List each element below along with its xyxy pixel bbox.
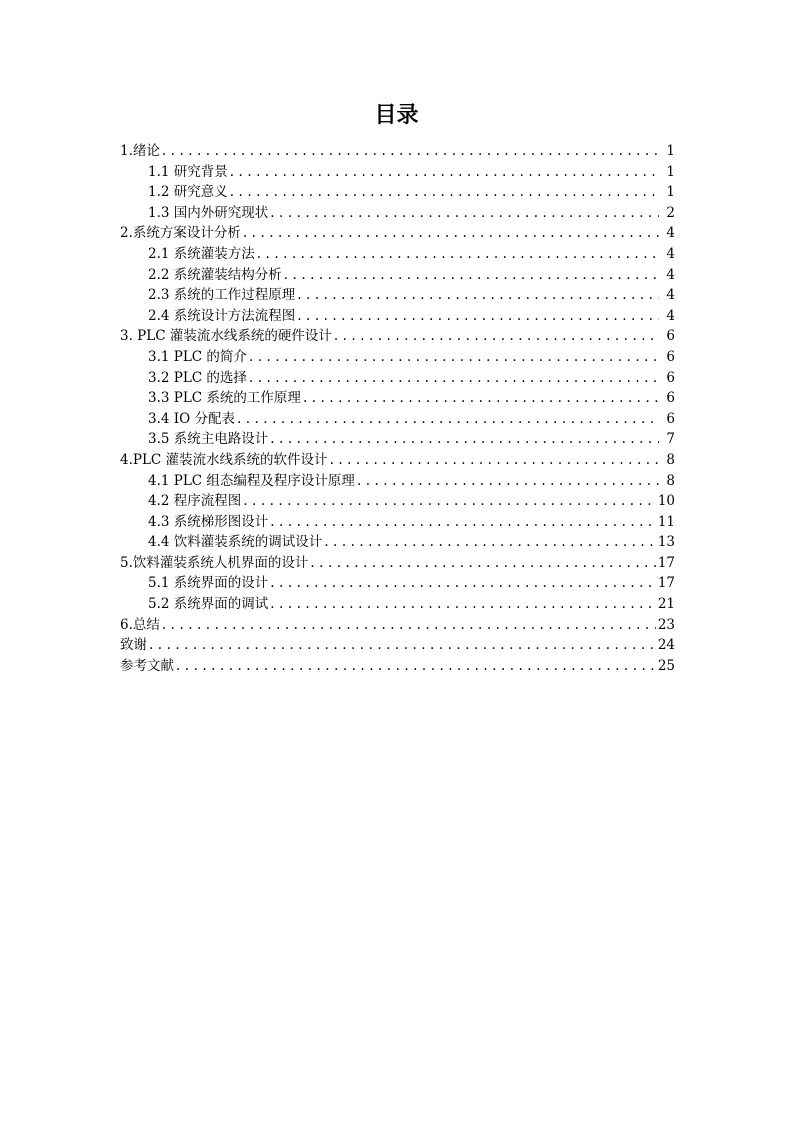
toc-entry[interactable]	[120, 427, 675, 448]
toc-dot-leader	[310, 555, 655, 571]
toc-page-number: 17	[657, 575, 675, 592]
toc-entry-title: 2.4 系统设计方法流程图	[148, 307, 296, 324]
toc-dot-leader	[230, 184, 659, 200]
toc-page-number: 6	[666, 390, 675, 407]
toc-entry[interactable]	[120, 551, 675, 572]
toc-entry[interactable]	[120, 304, 675, 325]
toc-page-number: 4	[666, 245, 675, 262]
table-of-contents	[120, 139, 675, 674]
toc-entry[interactable]	[120, 613, 675, 634]
toc-page-number: 17	[657, 554, 675, 571]
toc-page-number: 2	[666, 204, 675, 221]
toc-dot-leader	[284, 267, 659, 283]
toc-entry[interactable]	[120, 366, 675, 387]
toc-page-number: 24	[657, 637, 675, 654]
toc-entry[interactable]	[120, 180, 675, 201]
toc-dot-leader	[243, 493, 656, 509]
toc-dot-leader	[270, 596, 656, 612]
toc-page-number: 7	[666, 431, 675, 448]
toc-dot-leader	[270, 514, 656, 530]
toc-dot-leader	[270, 205, 659, 221]
toc-dot-leader	[237, 411, 659, 427]
toc-dot-leader	[249, 349, 659, 365]
toc-entry[interactable]	[120, 489, 675, 510]
toc-entry[interactable]	[120, 283, 675, 304]
toc-page-number: 6	[666, 328, 675, 345]
toc-entry-title: 3.2 PLC 的选择	[148, 369, 247, 386]
toc-entry-title: 4.PLC 灌装流水线系统的软件设计	[120, 451, 328, 468]
toc-page-number: 21	[657, 596, 675, 613]
toc-page-number: 6	[666, 369, 675, 386]
toc-entry[interactable]	[120, 345, 675, 366]
toc-entry[interactable]	[120, 263, 675, 284]
toc-entry[interactable]	[120, 633, 675, 654]
toc-entry-title: 2.1 系统灌装方法	[148, 245, 255, 262]
toc-entry-title: 致谢	[120, 637, 147, 654]
toc-entry[interactable]	[120, 510, 675, 531]
toc-entry-title: 4.1 PLC 组态编程及程序设计原理	[148, 472, 355, 489]
toc-page-number: 11	[657, 513, 675, 530]
toc-page-number: 6	[666, 410, 675, 427]
toc-entry[interactable]	[120, 571, 675, 592]
toc-entry-title: 5.1 系统界面的设计	[148, 575, 269, 592]
toc-page-number: 8	[666, 472, 675, 489]
toc-dot-leader	[330, 452, 659, 468]
toc-dot-leader	[270, 575, 656, 591]
toc-dot-leader	[297, 308, 659, 324]
toc-page-number: 4	[666, 307, 675, 324]
toc-entry[interactable]	[120, 201, 675, 222]
toc-entry[interactable]	[120, 407, 675, 428]
toc-entry-title: 2.系统方案设计分析	[120, 225, 241, 242]
toc-title: 目录	[374, 103, 419, 128]
toc-entry-title: 1.绪论	[120, 143, 160, 159]
toc-entry-title: 3.1 PLC 的简介	[148, 348, 247, 365]
toc-dot-leader	[257, 246, 659, 262]
toc-dot-leader	[297, 287, 659, 303]
toc-entry[interactable]	[120, 242, 675, 263]
toc-entry-title: 3.5 系统主电路设计	[148, 431, 269, 448]
toc-entry-title: 2.3 系统的工作过程原理	[148, 287, 296, 304]
toc-dot-leader	[162, 617, 656, 633]
toc-page-number: 1	[666, 184, 675, 201]
toc-entry[interactable]	[120, 160, 675, 181]
toc-entry-title: 3.4 IO 分配表	[148, 410, 235, 427]
toc-page-number: 4	[666, 225, 675, 242]
toc-page-number: 6	[666, 348, 675, 365]
toc-entry-title: 6.总结	[120, 616, 160, 633]
toc-entry-title: 2.2 系统灌装结构分析	[148, 266, 282, 283]
toc-entry-title: 4.2 程序流程图	[148, 493, 242, 510]
toc-entry[interactable]	[120, 221, 675, 242]
toc-dot-leader	[324, 534, 656, 550]
toc-page-number: 4	[666, 287, 675, 304]
toc-page-number: 1	[666, 143, 675, 159]
toc-entry[interactable]	[120, 324, 675, 345]
toc-entry-title: 1.3 国内外研究现状	[148, 204, 269, 221]
toc-dot-leader	[149, 637, 656, 653]
toc-entry-title: 4.4 饮料灌装系统的调试设计	[148, 534, 323, 551]
toc-dot-leader	[230, 164, 659, 180]
toc-dot-leader	[249, 370, 659, 386]
toc-dot-leader	[303, 390, 659, 406]
toc-page-number: 25	[657, 657, 675, 674]
toc-entry-title: 5.2 系统界面的调试	[148, 596, 269, 613]
toc-dot-leader	[334, 328, 659, 344]
toc-entry[interactable]	[120, 530, 675, 551]
toc-entry-title: 3.3 PLC 系统的工作原理	[148, 390, 301, 407]
toc-dot-leader	[162, 143, 659, 159]
toc-entry-title: 5.饮料灌装系统人机界面的设计	[120, 554, 309, 571]
toc-dot-leader	[243, 225, 659, 241]
toc-page-number: 4	[666, 266, 675, 283]
toc-entry[interactable]	[120, 654, 675, 675]
toc-page-number: 13	[657, 534, 675, 551]
toc-dot-leader	[176, 658, 656, 674]
toc-entry-title: 3. PLC 灌装流水线系统的硬件设计	[120, 328, 332, 345]
toc-entry-title: 1.1 研究背景	[148, 163, 228, 180]
toc-page-number: 10	[657, 493, 675, 510]
toc-page-number: 23	[657, 616, 675, 633]
toc-entry-title: 4.3 系统梯形图设计	[148, 513, 269, 530]
toc-entry-title: 参考文献	[120, 657, 174, 674]
toc-page-number: 8	[666, 451, 675, 468]
toc-entry-title: 1.2 研究意义	[148, 184, 228, 201]
toc-dot-leader	[357, 473, 659, 489]
toc-entry[interactable]	[120, 469, 675, 490]
toc-entry[interactable]	[120, 139, 675, 160]
toc-entry[interactable]	[120, 592, 675, 613]
toc-entry[interactable]	[120, 386, 675, 407]
toc-entry[interactable]	[120, 448, 675, 469]
toc-page-number: 1	[666, 163, 675, 180]
toc-dot-leader	[270, 431, 659, 447]
